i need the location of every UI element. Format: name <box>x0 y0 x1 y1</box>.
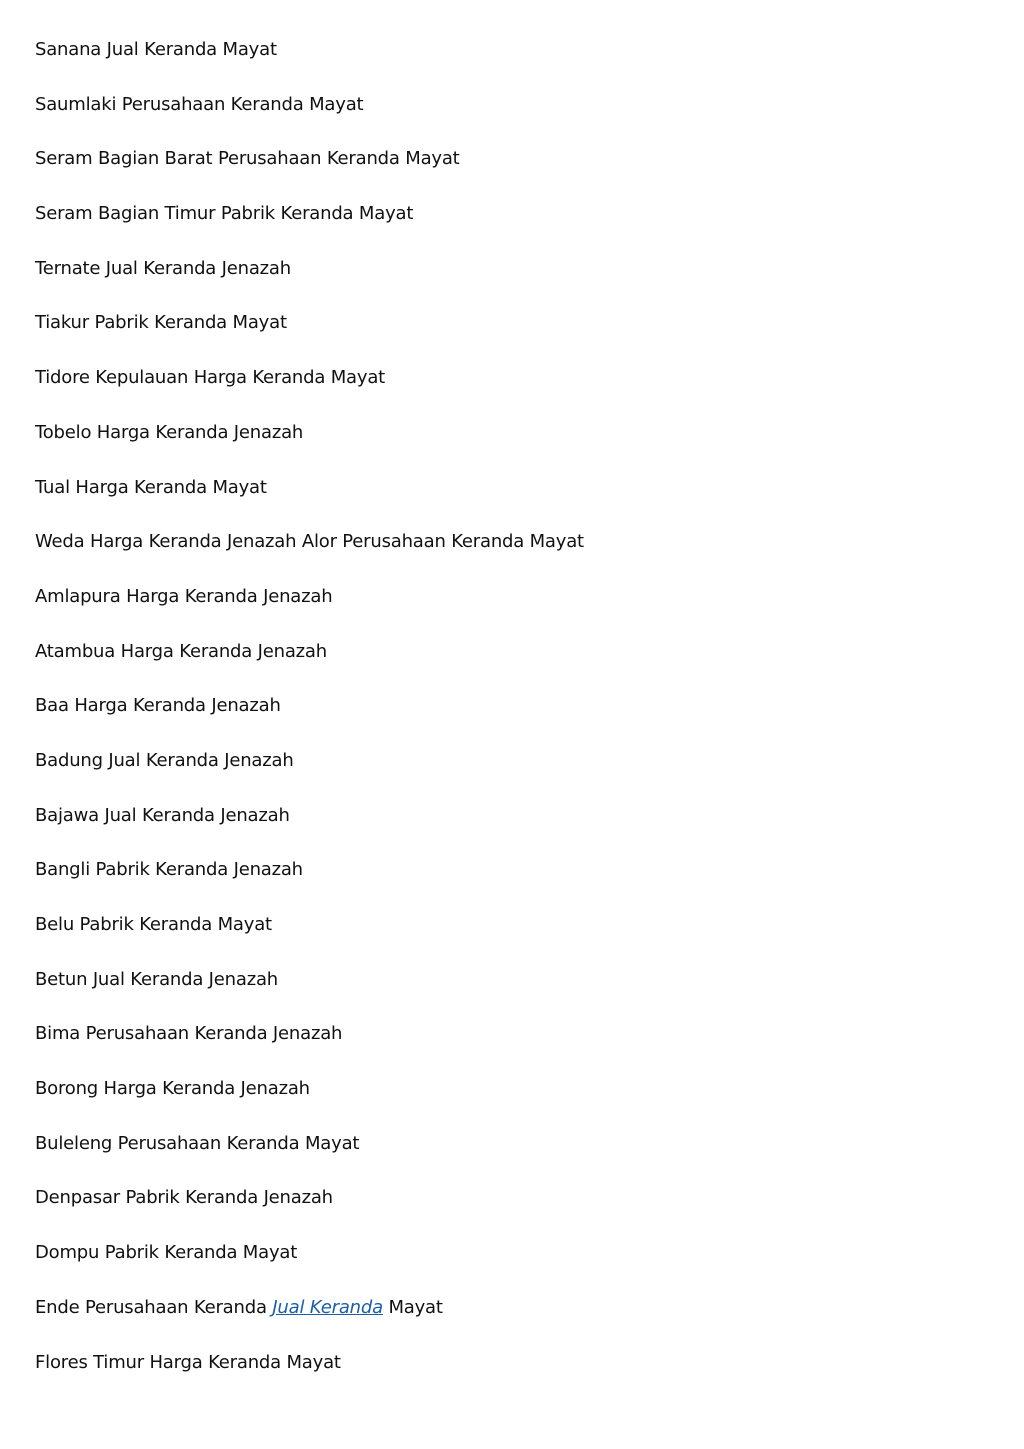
list-item: Bangli Pabrik Keranda Jenazah <box>35 859 303 881</box>
list-item: Buleleng Perusahaan Keranda Mayat <box>35 1132 360 1154</box>
list-item: Dompu Pabrik Keranda Mayat <box>35 1242 298 1264</box>
list-item: Betun Jual Keranda Jenazah <box>35 968 278 990</box>
list-item: Saumlaki Perusahaan Keranda Mayat <box>35 93 364 115</box>
list-item: Tual Harga Keranda Mayat <box>35 476 267 498</box>
list-item: Sanana Jual Keranda Mayat <box>35 39 277 60</box>
list-item: Belu Pabrik Keranda Mayat <box>35 914 272 935</box>
list-item: Tidore Kepulauan Harga Keranda Mayat <box>35 367 386 389</box>
list-item: Tobelo Harga Keranda Jenazah <box>35 421 304 443</box>
list-item: Amlapura Harga Keranda Jenazah <box>35 585 333 607</box>
list-item: Seram Bagian Barat Perusahaan Keranda Mayat <box>35 148 460 170</box>
list-item: Baa Harga Keranda Jenazah <box>35 695 281 717</box>
list-item: Badung Jual Keranda Jenazah <box>35 749 294 771</box>
list-item: Weda Harga Keranda Jenazah Alor Perusahaan Keranda Mayat <box>35 531 584 553</box>
list-item: Atambua Harga Keranda Jenazah <box>35 640 327 662</box>
list-item: Bima Perusahaan Keranda Jenazah <box>35 1023 343 1045</box>
list-item: Borong Harga Keranda Jenazah <box>35 1078 310 1100</box>
list-item-with-link <box>35 1294 584 1349</box>
list-item: Bajawa Jual Keranda Jenazah <box>35 804 290 826</box>
list-item: Flores Timur Harga Keranda Mayat <box>35 1351 341 1373</box>
list-item: Denpasar Pabrik Keranda Jenazah <box>35 1187 333 1209</box>
list-item: Ternate Jual Keranda Jenazah <box>35 257 291 279</box>
list-item: Seram Bagian Timur Pabrik Keranda Mayat <box>35 203 414 225</box>
list-item: Tiakur Pabrik Keranda Mayat <box>35 312 287 334</box>
jual-keranda-link[interactable]: Jual Keranda <box>272 1296 383 1318</box>
link-line-prefix: Ende Perusahaan Keranda <box>35 1296 273 1318</box>
city-product-list <box>35 36 584 1403</box>
link-line-suffix: Mayat <box>382 1296 443 1318</box>
